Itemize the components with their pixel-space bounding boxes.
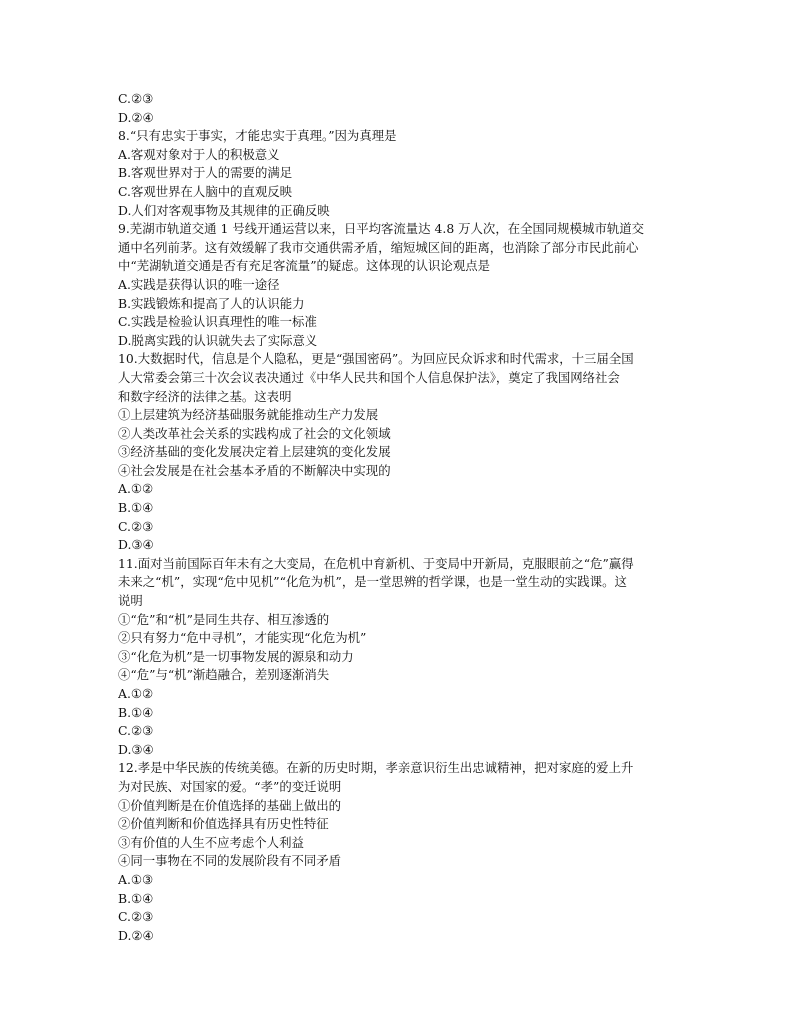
option-a: A.①③ xyxy=(118,871,154,887)
option-a: A.客观对象对于人的积极意义 xyxy=(118,146,280,162)
question-12 xyxy=(118,759,684,945)
question-stem: 为对民族、对国家的爱。“孝”的变迁说明 xyxy=(118,778,342,794)
question-stem: 中“芜湖轨道交通是否有充足客流量”的疑虑。这体现的认识论观点是 xyxy=(118,258,490,274)
statement-4: ④同一事物在不同的发展阶段有不同矛盾 xyxy=(118,853,342,869)
question-stem: 和数字经济的法律之基。这表明 xyxy=(118,388,292,404)
option-c: C.②③ xyxy=(118,723,154,739)
question-10 xyxy=(118,350,684,555)
statement-3: ③经济基础的变化发展决定着上层建筑的变化发展 xyxy=(118,444,391,460)
question-stem: 9.芜湖市轨道交通 1 号线开通运营以来，日平均客流量达 4.8 万人次，在全国同规模城市轨道交 xyxy=(118,221,645,237)
option-a: A.①② xyxy=(118,481,154,497)
question-stem: 未来之“机”，实现“危中见机”“化危为机”，是一堂思辨的哲学课，也是一堂生动的实践课。这 xyxy=(118,574,627,590)
question-stem: 说明 xyxy=(118,593,143,609)
option-c: C.实践是检验认识真理性的唯一标准 xyxy=(118,314,317,330)
statement-2: ②价值判断和价值选择具有历史性特征 xyxy=(118,816,329,832)
statement-4: ④社会发展是在社会基本矛盾的不断解决中实现的 xyxy=(118,462,391,478)
question-9 xyxy=(118,220,684,350)
option-d: D.②④ xyxy=(118,109,154,125)
question-11 xyxy=(118,555,684,760)
question-stem: 11.面对当前国际百年未有之大变局，在危机中育新机、于变局中开新局，克服眼前之“危”赢得 xyxy=(118,555,634,571)
option-b: B.客观世界对于人的需要的满足 xyxy=(118,165,293,181)
option-d: D.③④ xyxy=(118,741,154,757)
question-stem: 12.孝是中华民族的传统美德。在新的历史时期，孝亲意识衍生出忠诚精神，把对家庭的爱上升 xyxy=(118,760,634,776)
option-c: C.②③ xyxy=(118,909,154,925)
question-stem: 8.“只有忠实于事实，才能忠实于真理。”因为真理是 xyxy=(118,128,397,144)
statement-3: ③有价值的人生不应考虑个人利益 xyxy=(118,834,304,850)
option-d: D.③④ xyxy=(118,537,154,553)
option-b: B.实践锻炼和提高了人的认识能力 xyxy=(118,295,305,311)
option-c: C.②③ xyxy=(118,91,154,106)
question-8 xyxy=(118,127,684,220)
option-c: C.②③ xyxy=(118,518,154,534)
option-b: B.①④ xyxy=(118,704,154,720)
question-stem: 通中名列前茅。这有效缓解了我市交通供需矛盾，缩短城区间的距离，也消除了部分市民此前心 xyxy=(118,239,639,255)
option-d: D.人们对客观事物及其规律的正确反映 xyxy=(118,202,330,218)
exam-content xyxy=(118,90,684,945)
statement-2: ②人类改革社会关系的实践构成了社会的文化领域 xyxy=(118,425,391,441)
option-d: D.脱离实践的认识就失去了实际意义 xyxy=(118,332,318,348)
option-d: D.②④ xyxy=(118,927,154,943)
statement-3: ③“化危为机”是一切事物发展的源泉和动力 xyxy=(118,648,354,664)
previous-question-options xyxy=(118,90,684,127)
statement-1: ①价值判断是在价值选择的基础上做出的 xyxy=(118,797,342,813)
option-a: A.实践是获得认识的唯一途径 xyxy=(118,276,280,292)
statement-4: ④“危”与“机”渐趋融合，差别逐渐消失 xyxy=(118,667,330,683)
statement-1: ①“危”和“机”是同生共存、相互渗透的 xyxy=(118,611,330,627)
option-a: A.①② xyxy=(118,686,154,701)
option-c: C.客观世界在人脑中的直观反映 xyxy=(118,183,293,199)
option-b: B.①④ xyxy=(118,500,154,516)
statement-1: ①上层建筑为经济基础服务就能推动生产力发展 xyxy=(118,407,379,423)
question-stem: 10.大数据时代，信息是个人隐私，更是“强国密码”。为回应民众诉求和时代需求，十三届全国 xyxy=(118,351,634,367)
question-stem: 人大常委会第三十次会议表决通过《中华人民共和国个人信息保护法》，奠定了我国网络社会 xyxy=(118,369,620,385)
option-b: B.①④ xyxy=(118,890,154,906)
statement-2: ②只有努力“危中寻机”，才能实现“化危为机” xyxy=(118,630,367,646)
